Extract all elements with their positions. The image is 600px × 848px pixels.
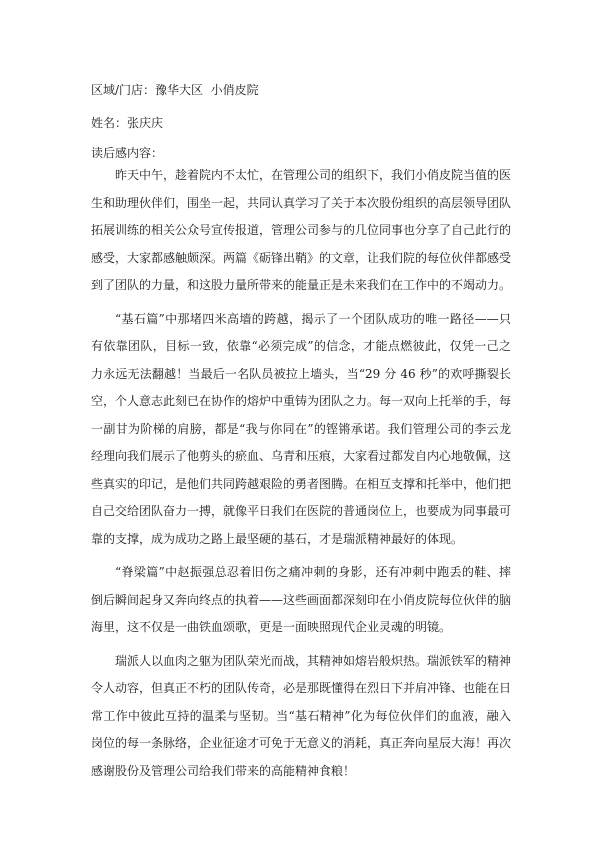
content-label: 读后感内容： bbox=[91, 146, 164, 160]
paragraph: “基石篇”中那堵四米高墙的跨越，揭示了一个团队成功的唯一路径——只有依靠团队，目标一致，依靠“必须完成”的信念，才能点燃彼此，仅凭一己之力永远无法翻越！当最后一名队员被拉上墙头，当“29 分 46 秒”的欢呼撕裂长空，个人意志此刻已在协作的熔炉中重铸为团队之力。每一双向上托举的手，每一副甘为阶梯的肩膀，都是“我与你同在”的铿锵承诺。我们管理公司的李云龙经理向我们展示了他剪头的瘀血、乌青和压痕，大家看过都发自内心地敬佩，这些真实的印记，是他们共同跨越艰险的勇者图腾。在相互支撑和托举中，他们把自己交给团队奋力一搏，就像平日我们在医院的普通岗位上，也要成为同事最可靠的支撑，成为成功之路上最坚硬的基石，才是瑞派精神最好的体现。 bbox=[91, 311, 512, 546]
name-line bbox=[91, 115, 163, 131]
region-store-label: 区域/门店： bbox=[91, 83, 156, 97]
region-store-value: 豫华大区 小俏皮院 bbox=[155, 83, 259, 97]
name-value: 张庆庆 bbox=[127, 116, 164, 130]
reflection-body bbox=[91, 162, 511, 791]
paragraph: “脊梁篇”中赵振强总忍着旧伤之痛冲刺的身影，还有冲刺中跑丢的鞋、摔倒后瞬间起身又奔向终点的执着——这些画面都深刻印在小俏皮院每位伙伴的脑海里，这不仅是一曲铁血颂歌，更是一面映照现代企业灵魂的明镜。 bbox=[91, 565, 512, 634]
paragraph: 昨天中午，趁着院内不太忙，在管理公司的组织下，我们小俏皮院当值的医生和助理伙伴们，围坐一起，共同认真学习了关于本次股份组织的高层领导团队拓展训练的相关公众号宣传报道，管理公司参与的几位同事也分享了自己此行的感受，大家都感触颇深。两篇《砺锋出鞘》的文章，让我们院的每位伙伴都感受到了团队的力量，和这股力量所带来的能量正是未来我们在工作中的不竭动力。 bbox=[91, 168, 512, 292]
region-store-line bbox=[91, 82, 259, 98]
paragraph: 瑞派人以血肉之躯为团队荣光而战，其精神如熔岩般炽热。瑞派铁军的精神令人动容，但真正不朽的团队传奇，必是那既懂得在烈日下并肩冲锋、也能在日常工作中彼此互持的温柔与坚韧。当“基石精神”化为每位伙伴们的血液，融入岗位的每一条脉络，企业征途才可免于无意义的消耗，真正奔向星辰大海！再次感谢股份及管理公司给我们带来的高能精神食粮！ bbox=[91, 653, 512, 778]
name-label: 姓名： bbox=[91, 116, 128, 130]
